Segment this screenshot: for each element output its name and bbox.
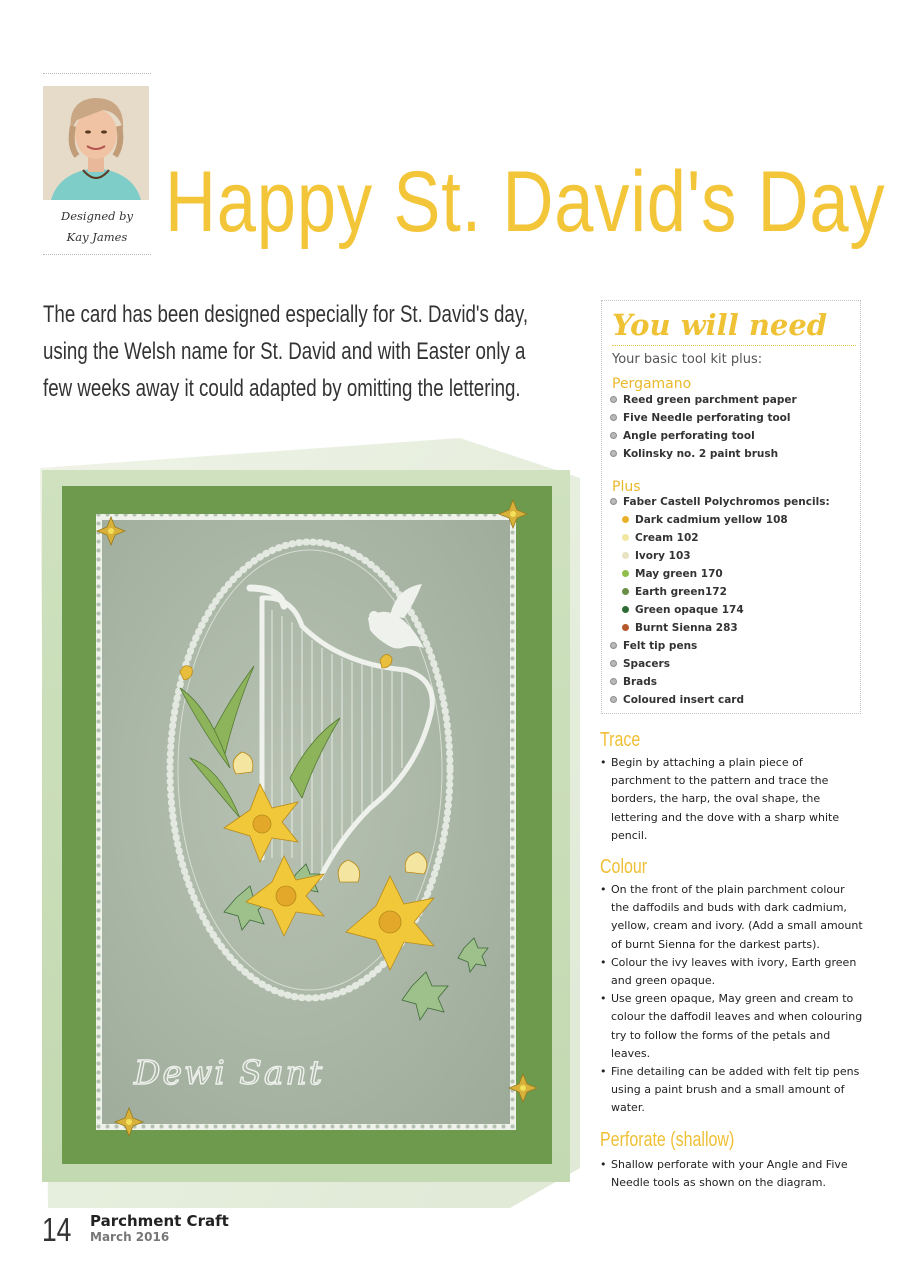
colour-step: • Fine detailing can be added with felt tip pens using a paint brush and a small amount of water.: [600, 1063, 865, 1118]
bullet-icon: [610, 432, 617, 439]
bullet-icon: [610, 678, 617, 685]
list-item: Kolinsky no. 2 paint brush: [610, 445, 797, 463]
you-will-need-heading: You will need: [612, 305, 856, 346]
color-swatch-icon: [622, 588, 629, 595]
pencil-item: Cream 102: [610, 529, 830, 547]
pencil-item: May green 170: [610, 565, 830, 583]
bullet-icon: [610, 642, 617, 649]
pergamano-list: [610, 391, 797, 463]
you-will-need-box: [601, 300, 861, 714]
card-photo: [40, 438, 580, 1208]
trace-heading: Trace: [600, 729, 641, 751]
list-item: Faber Castell Polychromos pencils:: [610, 493, 830, 511]
perforate-list: [600, 1156, 865, 1192]
designer-bottom-rule: [43, 254, 151, 255]
plus-list: [610, 493, 830, 709]
color-swatch-icon: [622, 552, 629, 559]
list-item: Felt tip pens: [610, 637, 830, 655]
magazine-name: Parchment Craft: [90, 1212, 229, 1230]
bullet-icon: [610, 660, 617, 667]
list-item: Brads: [610, 673, 830, 691]
perforate-step: • Shallow perforate with your Angle and Five Needle tools as shown on the diagram.: [600, 1156, 865, 1192]
designer-name: Kay James: [66, 230, 128, 244]
pencil-item: Dark cadmium yellow 108: [610, 511, 830, 529]
color-swatch-icon: [622, 570, 629, 577]
color-swatch-icon: [622, 624, 629, 631]
pencil-item: Burnt Sienna 283: [610, 619, 830, 637]
color-swatch-icon: [622, 534, 629, 541]
trace-list: [600, 754, 865, 845]
list-item: Reed green parchment paper: [610, 391, 797, 409]
color-swatch-icon: [622, 516, 629, 523]
designer-line-1: Designed by: [60, 209, 134, 223]
colour-step: • On the front of the plain parchment colour the daffodils and buds with dark cadmium, yellow, cream and ivory. (Add a small amount of burnt Sienna for the darkest parts).: [600, 881, 865, 954]
page-number: 14: [42, 1211, 72, 1248]
basic-kit-note: Your basic tool kit plus:: [612, 352, 763, 367]
colour-step: • Use green opaque, May green and cream to colour the daffodil leaves and when colouring try to follow the forms of the petals and leaves.: [600, 990, 865, 1063]
colour-list: [600, 881, 865, 1118]
bullet-icon: [610, 414, 617, 421]
list-item: Spacers: [610, 655, 830, 673]
bullet-icon: [610, 498, 617, 505]
colour-heading: Colour: [600, 856, 648, 878]
designer-photo: [43, 86, 149, 200]
pencil-item: Green opaque 174: [610, 601, 830, 619]
perforate-heading: Perforate (shallow): [600, 1129, 735, 1151]
trace-step: • Begin by attaching a plain piece of parchment to the pattern and trace the borders, the harp, the oval shape, the lettering and the dove with a sharp white pencil.: [600, 754, 865, 845]
list-item: Coloured insert card: [610, 691, 830, 709]
pencil-item: Earth green172: [610, 583, 830, 601]
list-item: Five Needle perforating tool: [610, 409, 797, 427]
colour-step: • Colour the ivy leaves with ivory, Earth green and green opaque.: [600, 954, 865, 990]
designer-credit: [43, 206, 151, 248]
top-rule: [43, 73, 151, 74]
page-title: Happy St. David's Day: [165, 154, 886, 250]
bullet-icon: [610, 696, 617, 703]
pergamano-heading: Pergamano: [612, 376, 692, 392]
list-item: Angle perforating tool: [610, 427, 797, 445]
color-swatch-icon: [622, 606, 629, 613]
card-lettering: Dewi Sant: [134, 1053, 325, 1092]
bullet-icon: [610, 450, 617, 457]
intro-text: The card has been designed especially for St. David's day, using the Welsh name for St. David and with Easter only a few weeks away it could adapted by omitting the lettering.: [43, 301, 529, 402]
bullet-icon: [610, 396, 617, 403]
issue-date: March 2016: [90, 1230, 170, 1244]
pencil-item: Ivory 103: [610, 547, 830, 565]
plus-heading: Plus: [612, 479, 641, 495]
